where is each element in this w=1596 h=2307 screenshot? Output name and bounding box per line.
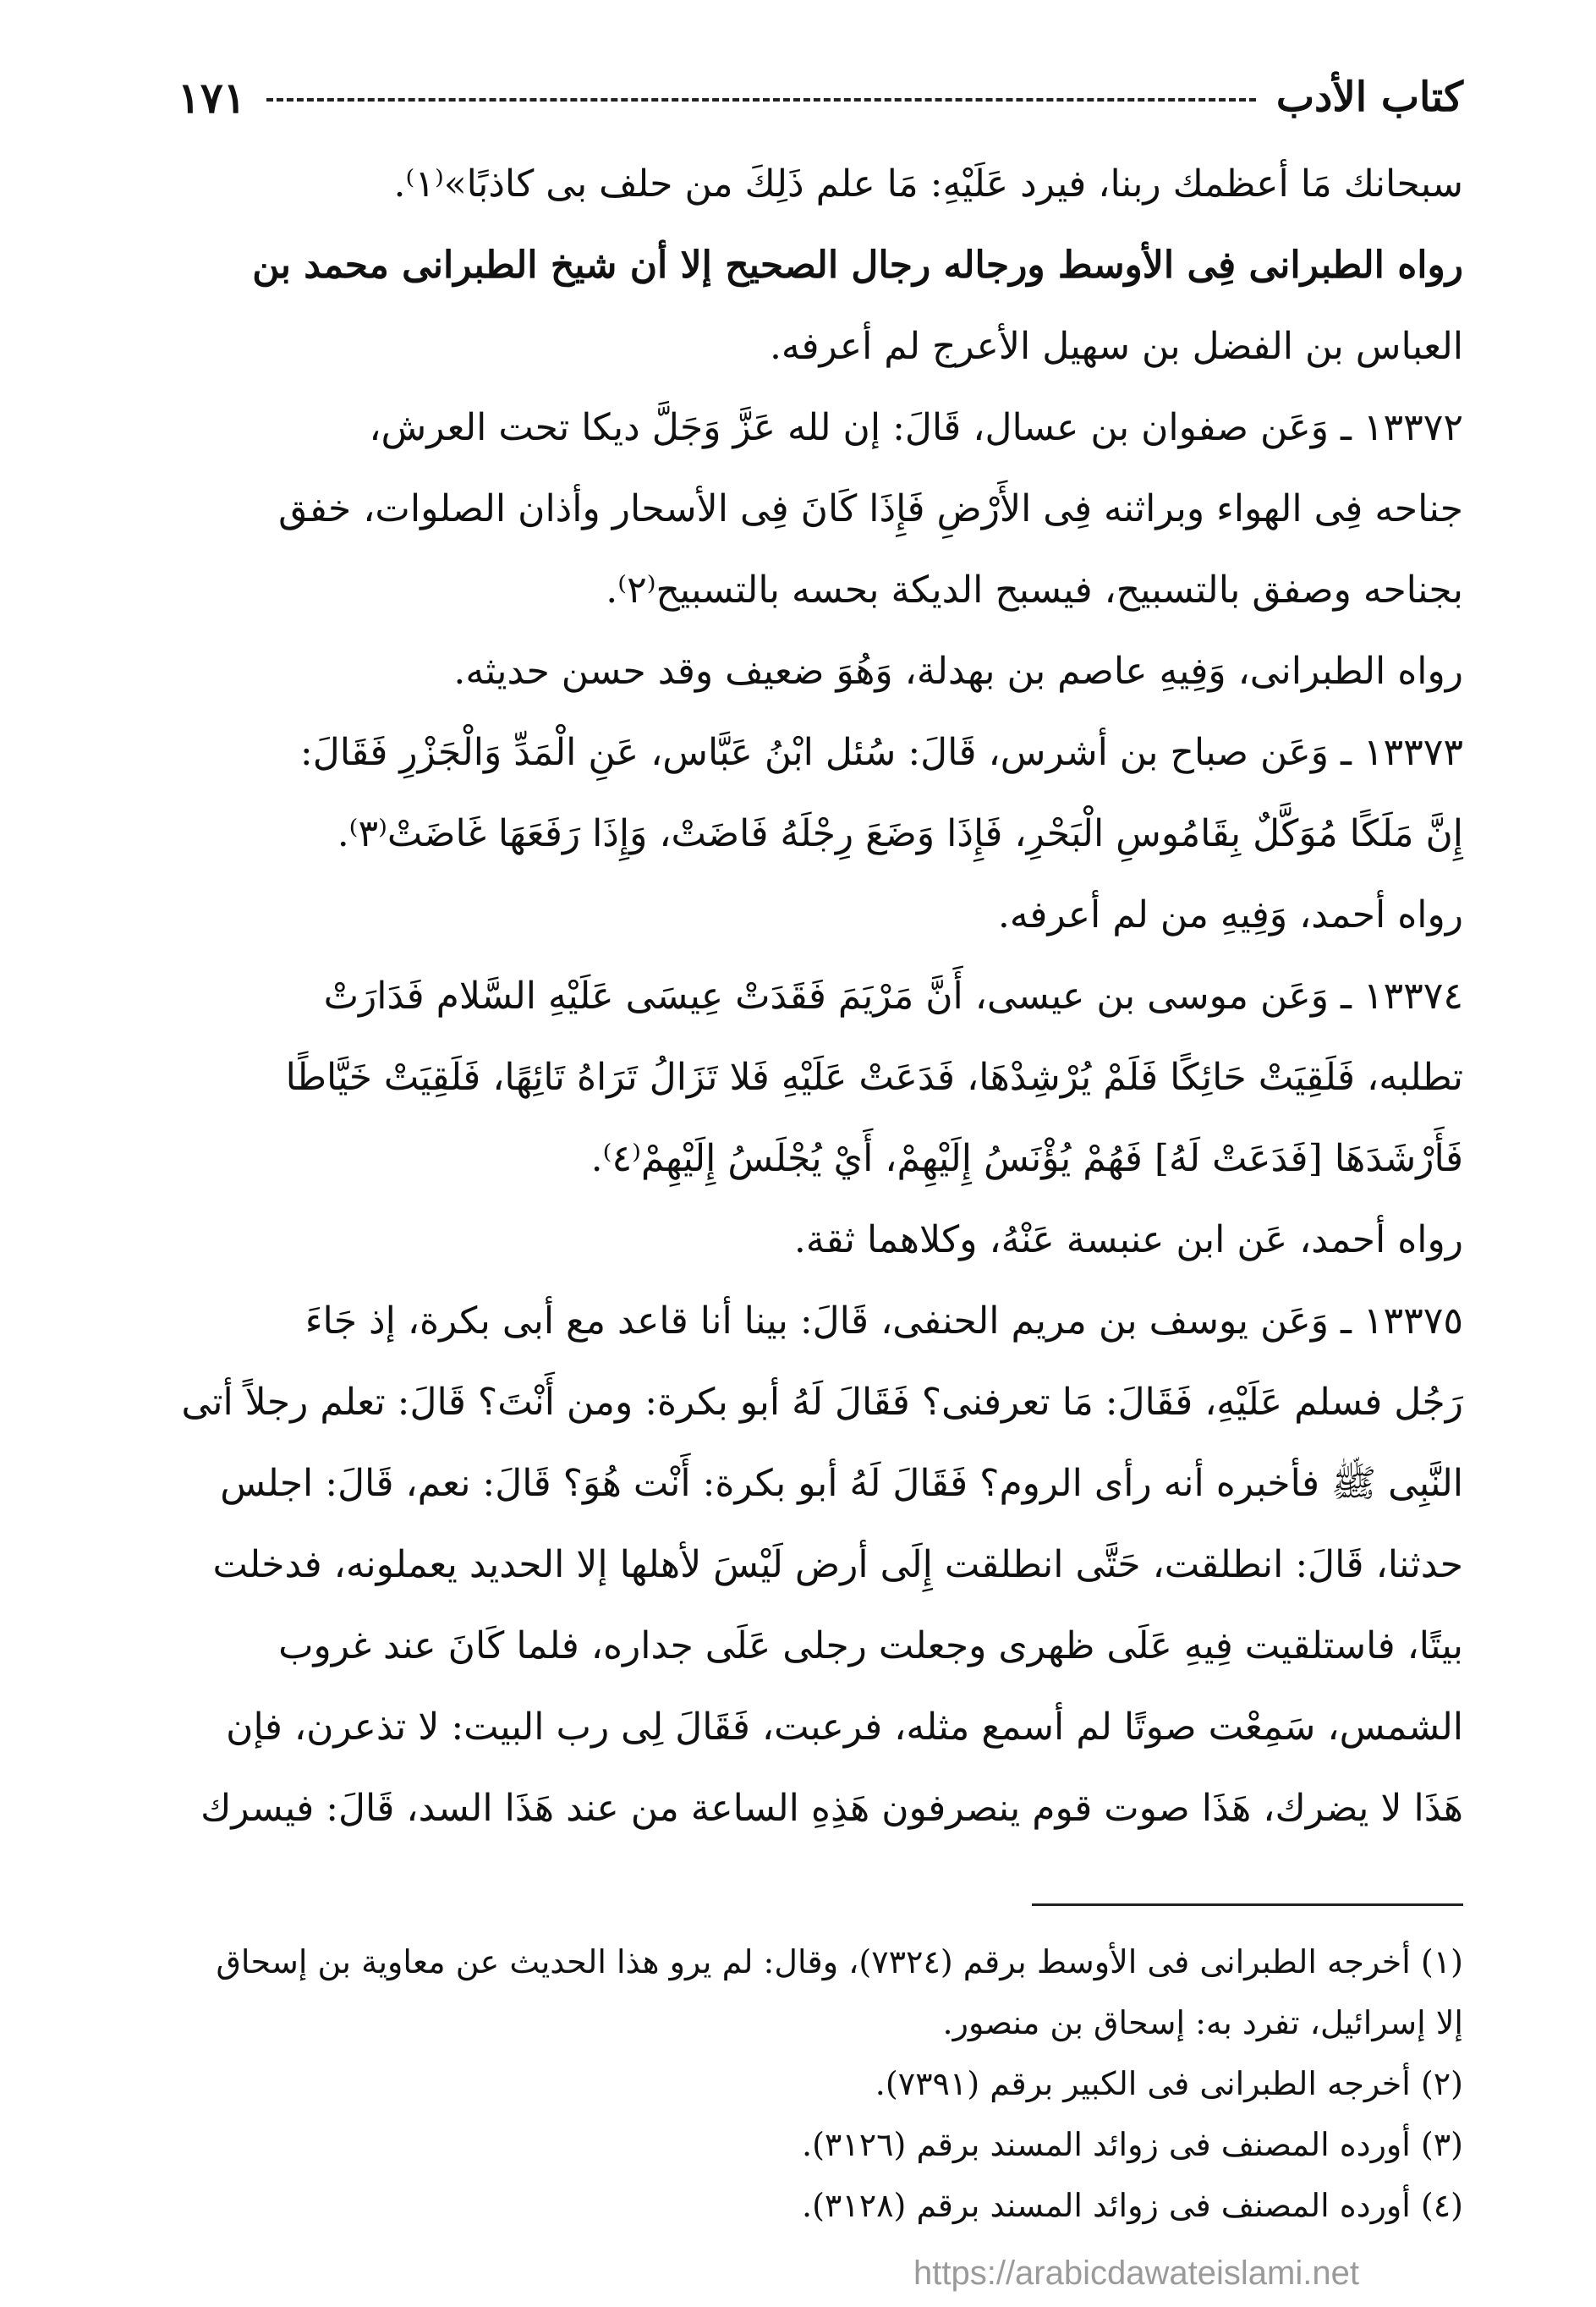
footnote: (٤) أورده المصنف فى زوائد المسند برقم (٣١٢٨). [802, 2187, 1463, 2224]
text-line: هَذَا لا يضرك، هَذَا صوت قوم ينصرفون هَذِهِ الساعة من عند هَذَا السد، قَالَ: فيسرك [200, 1787, 1463, 1830]
footnote: (٣) أورده المصنف فى زوائد المسند برقم (٣١٢٦). [802, 2126, 1463, 2163]
text-line: بيتًا، فاستلقيت فِيهِ عَلَى ظهرى وجعلت رجلى عَلَى جداره، فلما كَانَ عند غروب [278, 1624, 1463, 1667]
footnote: إلا إسرائيل، تفرد به: إسحاق بن منصور. [942, 2004, 1463, 2041]
narration-line: رواه أحمد، وَفِيهِ من لم أعرفه. [997, 893, 1463, 937]
watermark-url: https://arabicdawateislami.net [913, 2255, 1359, 2292]
narration-line: رواه الطبرانى فِى الأوسط ورجاله رجال الصحيح إلا أن شيخ الطبرانى محمد بن [252, 244, 1463, 287]
page-number: ١٧١ [178, 72, 246, 123]
text-line: الشمس، سَمِعْت صوتًا لم أسمع مثله، فرعبت، فَقَالَ لِى رب البيت: لا تذعرن، فإن [226, 1706, 1463, 1749]
text-line: حدثنا، قَالَ: انطلقت، حَتَّى انطلقت إِلَى أرض لَيْسَ لأهلها إلا الحديد يعملونه، فدخلت [212, 1543, 1463, 1586]
footnote-rule [1032, 1903, 1463, 1906]
text-line: سبحانك مَا أعظمك ربنا، فيرد عَلَيْهِ: مَا علم ذَلِكَ من حلف بى كاذبًا»⁽١⁾. [393, 162, 1463, 206]
text-line: العباس بن الفضل بن سهيل الأعرج لم أعرفه. [769, 325, 1463, 368]
narration-line: رواه الطبرانى، وَفِيهِ عاصم بن بهدلة، وَهُوَ ضعيف وقد حسن حديثه. [453, 650, 1463, 693]
page-header [178, 68, 1463, 127]
text-line: تطلبه، فَلَقِيَتْ حَائِكًا فَلَمْ يُرْشِدْهَا، فَدَعَتْ عَلَيْهِ فَلا تَزَالُ تَرَاهُ تَائِهًا، فَلَقِيَتْ خَيَّاطًا [285, 1056, 1463, 1099]
footnotes [178, 1903, 1463, 2236]
text-line: النَّبِى ﷺ فأخبره أنه رأى الروم؟ فَقَالَ لَهُ أبو بكرة: أَنْت هُوَ؟ قَالَ: نعم، قَالَ: اجلس [220, 1462, 1463, 1505]
hadith-13375-start: ١٣٣٧٥ ـ وَعَن يوسف بن مريم الحنفى، قَالَ: بينا أنا قاعد مع أبى بكرة، إذ جَاءَ [304, 1299, 1463, 1343]
text-line: رَجُل فسلم عَلَيْهِ، فَقَالَ: مَا تعرفنى؟ فَقَالَ لَهُ أبو بكرة: ومن أَنْتَ؟ قَالَ: تعلم رجلاً أتى [181, 1381, 1463, 1424]
hadith-13372-start: ١٣٣٧٢ ـ وَعَن صفوان بن عسال، قَالَ: إن لله عَزَّ وَجَلَّ ديكا تحت العرش، [369, 406, 1463, 449]
text-line: فَأَرْشَدَهَا [فَدَعَتْ لَهُ] فَهُمْ يُؤْنَسُ إِلَيْهِمْ، أَيْ يُجْلَسُ إِلَيْهِمْ⁽٤⁾. [590, 1137, 1463, 1180]
footnote: (١) أخرجه الطبرانى فى الأوسط برقم (٧٣٢٤)، وقال: لم يرو هذا الحديث عن معاوية بن إسحاق [216, 1943, 1463, 1980]
text-line: بجناحه وصفق بالتسبيح، فيسبح الديكة بحسه بالتسبيح⁽٢⁾. [606, 569, 1463, 612]
text-line: إِنَّ مَلَكًا مُوَكَّلٌ بِقَامُوسِ الْبَحْرِ، فَإِذَا وَضَعَ رِجْلَهُ فَاضَتْ، وَإِذَا رَفَعَهَا غَاضَتْ⁽٣⁾. [337, 812, 1463, 855]
hadith-13374-start: ١٣٣٧٤ ـ وَعَن موسى بن عيسى، أَنَّ مَرْيَمَ فَقَدَتْ عِيسَى عَلَيْهِ السَّلام فَدَارَتْ [323, 975, 1463, 1018]
header-rule [266, 98, 1256, 102]
hadith-13373-start: ١٣٣٧٣ ـ وَعَن صباح بن أشرس، قَالَ: سُئل ابْنُ عَبَّاس، عَنِ الْمَدِّ وَالْجَزْرِ فَقَالَ: [299, 731, 1463, 774]
book-page [178, 68, 1463, 2301]
narration-line: رواه أحمد، عَن ابن عنبسة عَنْهُ، وكلاهما ثقة. [793, 1218, 1463, 1261]
book-title: كتاب الأدب [1275, 74, 1463, 121]
footnote: (٢) أخرجه الطبرانى فى الكبير برقم (٧٣٩١). [875, 2065, 1463, 2102]
text-line: جناحه فِى الهواء وبراثنه فِى الأَرْضِ فَإِذَا كَانَ فِى الأسحار وأذان الصلوات، خفق [278, 487, 1463, 530]
main-text [178, 144, 1463, 1849]
